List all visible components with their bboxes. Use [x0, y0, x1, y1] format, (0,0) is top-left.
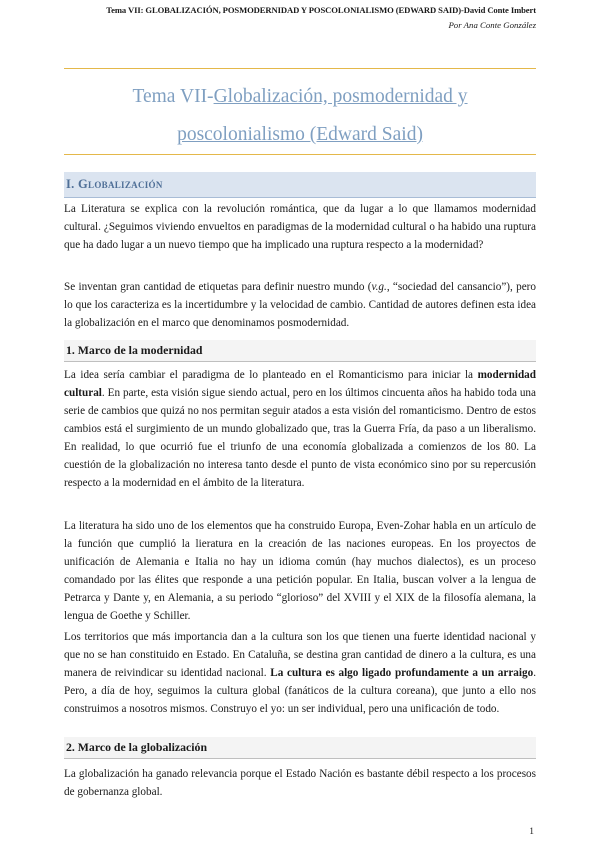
title-top-rule	[64, 68, 536, 69]
page-number: 1	[529, 827, 534, 837]
text-run: , “sociedad del cansancio”), pero lo que los caracteriza es la incertidumbre y la velocidad de cambio. Cantidad de autores definen esta idea la globalización en el marco que denominamos posmodernidad.	[64, 281, 536, 329]
title-line1: Globalización, posmodernidad y	[213, 86, 468, 107]
text-run: . En parte, esta visión sigue siendo actual, pero en los últimos cincuenta años ha habido toda una serie de cambios que quizá no nos permitan seguir atados a esta visión del romanticismo. Dentro de estos cambios está el surgimiento de un mundo globalizado que, tras la Guerra Fría, da paso a un liberalismo. En realidad, lo que ocurrió fue el triunfo de una economía globalizada a comienzos de los 80. La cuestión de la globalización no interesa tanto desde el punto de vista económico sino por su repercusión respecto a la modernidad en el ámbito de la literatura.	[64, 387, 536, 489]
subsection-heading-globalizacion	[64, 737, 536, 759]
text-run: La idea sería cambiar el paradigma de lo planteado en el Romanticismo para iniciar la	[64, 369, 478, 381]
section-heading-text: I. Globalización	[66, 177, 163, 191]
title-prefix: Tema VII-	[132, 86, 214, 107]
paragraph-modernidad-3	[64, 628, 536, 718]
paragraph-intro-2	[64, 278, 536, 332]
paragraph-globalizacion-1: La globalización ha ganado relevancia porque el Estado Nación es bastante débil respecto a los procesos de gobernanza global.	[64, 768, 536, 798]
text-run: Los territorios que más importancia dan a la cultura son los que tienen una fuerte identidad nacional y que no se han constituido en Estado. En Cataluña, se destina gran cantidad de dinero a la cultura, es una manera de reivindicar su identidad nacional.	[64, 631, 536, 679]
subsection-heading-modernidad	[64, 340, 536, 362]
paragraph-intro-1: La Literatura se explica con la revolución romántica, que da lugar a lo que llamamos modernidad cultural. ¿Seguimos viviendo envueltos en paradigmas de la modernidad cultural o ha habido una ruptura que ha dado lugar a un nuevo tiempo que ha implicado una ruptura respecto a la modernidad?	[64, 203, 536, 251]
text-run: . Pero, a día de hoy, seguimos la cultura global (fanáticos de la cultura coreana), que junto a ello nos construimos a nosotros mismos. Construyo el yo: un ser individual, pero una unificación de todo.	[64, 667, 536, 715]
title-bottom-rule	[64, 154, 536, 155]
document-title	[64, 78, 536, 154]
running-header-author: Por Ana Conte González	[448, 20, 536, 30]
title-line2: poscolonialismo (Edward Said)	[177, 124, 423, 145]
text-run: Se inventan gran cantidad de etiquetas para definir nuestro mundo (	[64, 281, 372, 293]
section-heading	[64, 172, 536, 198]
subsection-heading-text: 1. Marco de la modernidad	[66, 343, 203, 357]
paragraph-modernidad-1	[64, 366, 536, 492]
paragraph-modernidad-2: La literatura ha sido uno de los elementos que ha construido Europa, Even-Zohar habla en un artículo de la función que cumplió la lieratura en la creación de las naciones europeas. En los proyectos de unificación de Alemania e Italia no hay un idioma común (hay muchos dialectos), es un proceso comandado por las élites que responde a una petición popular. En Italia, buscan volver a la lengua de Petrarca y Dante y, en Alemania, a su periodo “glorioso” del XVIII y el XIX de la filosofía alemana, la lengua de Goethe y Schiller.	[64, 520, 536, 622]
text-run-italic: v.g.	[371, 281, 387, 293]
running-header: Tema VII: GLOBALIZACIÓN, POSMODERNIDAD Y POSCOLONIALISMO (EDWARD SAID)-David Conte Imbert	[106, 5, 536, 15]
subsection-heading-text: 2. Marco de la globalización	[66, 740, 208, 754]
text-run-bold: La cultura es algo ligado profundamente a un arraigo	[270, 667, 534, 679]
text-run-bold: modernidad cultural	[64, 369, 536, 399]
